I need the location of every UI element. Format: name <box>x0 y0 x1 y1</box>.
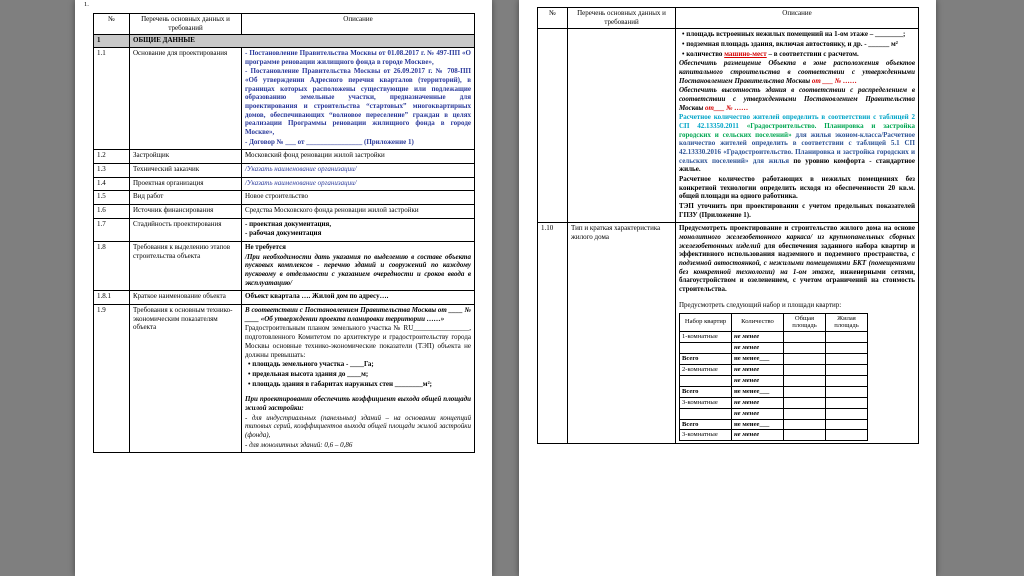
text-segment: • площадь здания в габаритах наружных стен ________м²; <box>248 379 433 388</box>
inner-cell <box>826 375 868 386</box>
inner-header-cell: Жилая площадь <box>826 313 868 332</box>
row-number: 1.9 <box>94 305 130 453</box>
paragraph <box>679 59 915 85</box>
paragraph <box>245 220 471 229</box>
inner-cell: не менее___ <box>732 419 784 430</box>
inner-cell <box>784 397 826 408</box>
paragraph <box>245 49 471 66</box>
inner-cell: не менее___ <box>732 386 784 397</box>
page-2-table-mount <box>519 7 936 444</box>
text-segment: инженерными сетями, благоустройством и озеленением, с учетом ограничений на стоимость строительства. <box>679 267 916 294</box>
row-number: 1.3 <box>94 164 130 178</box>
paragraph <box>679 113 915 174</box>
paragraph <box>245 179 471 188</box>
row-description <box>242 150 475 164</box>
inner-cell: Всего <box>680 386 732 397</box>
inner-row <box>680 408 868 419</box>
text-segment: Предусмотреть проектирование и строительство жилого дома на основе <box>679 224 915 233</box>
row-title: Краткое наименование объекта <box>130 291 242 305</box>
row-description <box>242 177 475 191</box>
paragraph <box>245 151 471 160</box>
row-description <box>242 205 475 219</box>
text-segment: от___ № …… <box>705 103 749 112</box>
row-description <box>242 305 475 453</box>
row-description <box>676 223 919 444</box>
page-1[interactable] <box>75 0 492 576</box>
paragraph <box>245 292 471 301</box>
inner-cell: 3-комнатные <box>680 397 732 408</box>
row-title: Застройщик <box>130 150 242 164</box>
row-title: Вид работ <box>130 191 242 205</box>
paragraph <box>245 243 471 252</box>
text-segment: Обеспечить размещение Объекта в зоне расположения объектов капитального строительства в соответствии с утвержденными Постановлением Правительства Москвы <box>679 59 915 85</box>
paragraph <box>679 224 915 293</box>
inner-row <box>680 386 868 397</box>
section-title: ОБЩИЕ ДАННЫЕ <box>130 35 475 48</box>
paragraph <box>245 229 471 238</box>
inner-cell <box>784 386 826 397</box>
inner-row <box>680 397 868 408</box>
inner-cell: не менее <box>732 332 784 343</box>
text-segment: - Постановление Правительства Москвы от 01.08.2017 г. № 497-ПП «О программе реновации жилищного фонда в городе Москве», <box>245 49 471 66</box>
text-segment: Предусмотреть следующий набор и площади квартир: <box>679 300 842 309</box>
inner-cell <box>784 375 826 386</box>
paragraph <box>245 306 471 323</box>
header-cell: Перечень основных данных и требований <box>568 8 676 29</box>
inner-cell <box>826 419 868 430</box>
text-segment: При проектировании обеспечить коэффициент выхода общей площади жилой застройки: <box>245 395 471 412</box>
inner-cell: не менее <box>732 430 784 441</box>
row-description <box>242 164 475 178</box>
paragraph <box>245 67 471 136</box>
row-description <box>242 218 475 241</box>
paragraph <box>245 395 471 412</box>
table-row <box>94 35 475 48</box>
paragraph <box>245 165 471 174</box>
inner-header-row <box>680 313 868 332</box>
paragraph <box>245 206 471 215</box>
inner-cell: 1-комнатные <box>680 332 732 343</box>
table-header-row <box>94 14 475 35</box>
paragraph <box>679 202 915 219</box>
text-segment: по уровню комфорта - стандартное жилье. <box>679 156 915 174</box>
text-segment: от ___ № …… <box>811 76 858 85</box>
header-cell: Описание <box>676 8 919 29</box>
inner-header-cell: Количество <box>732 313 784 332</box>
text-segment: Объект квартала …. Жилой дом по адресу…. <box>245 292 389 301</box>
page-2[interactable] <box>519 0 936 576</box>
inner-cell <box>826 386 868 397</box>
table-row <box>94 191 475 205</box>
inner-cell: не менее <box>732 343 784 354</box>
table-row <box>94 48 475 150</box>
inner-cell <box>784 408 826 419</box>
row-title: Требования к основным технико-экономическим показателям объекта <box>130 305 242 453</box>
text-segment: монолитного железобетонного каркаса/ из крупнопанельных сборных железобетонных изделий <box>679 233 915 250</box>
inner-cell <box>826 332 868 343</box>
table-row <box>94 205 475 219</box>
paragraph <box>245 192 471 201</box>
row-title: Тип и краткая характеристика жилого дома <box>568 223 676 444</box>
inner-row <box>680 332 868 343</box>
apartment-set-table <box>679 313 868 442</box>
inner-cell: Всего <box>680 419 732 430</box>
text-segment: Расчетное количество работающих в нежилых помещениях без конкретной технологии определить исходя из обеспеченности 20 кв.м. общей площади на одного работника. <box>679 175 915 201</box>
inner-cell <box>784 332 826 343</box>
inner-cell <box>680 343 732 354</box>
text-segment: Новое строительство <box>245 192 309 201</box>
inner-cell: не менее <box>732 365 784 376</box>
inner-row <box>680 365 868 376</box>
text-segment: /При необходимости дать указания по выделению в составе объекта пусковых комплексов - перечню зданий и сооружений по каждому пусковому в отдельности с указанием очередности и сроков ввода в эксплуатацию/ <box>245 252 471 287</box>
row-title: Стадийность проектирования <box>130 218 242 241</box>
row-number: 1.7 <box>94 218 130 241</box>
text-segment: Расчетное количество жителей определить в соответствии с таблицей 2 СП 42.13350.2011 <box>679 113 915 131</box>
row-title: Проектная организация <box>130 177 242 191</box>
header-cell: Перечень основных данных и требований <box>130 14 242 35</box>
row-number: 1.4 <box>94 177 130 191</box>
paragraph <box>245 441 471 450</box>
table-row <box>94 242 475 291</box>
inner-cell <box>826 397 868 408</box>
text-segment: • предельная высота здания до ____м; <box>248 369 369 378</box>
text-segment: • площадь встроенных нежилых помещений на 1-ом этаже – ________; <box>682 30 906 39</box>
row-title: Требования к выделению этапов строительства объекта <box>130 242 242 291</box>
inner-row <box>680 419 868 430</box>
inner-cell <box>826 365 868 376</box>
row-number: 1 <box>94 35 130 48</box>
text-segment: В соответствии с Постановлением Правительства Москвы от ____ № ____ «Об утверждении проекта планировки территории ……» <box>245 306 471 323</box>
inner-cell <box>826 430 868 441</box>
row-title <box>568 29 676 223</box>
paragraph <box>679 50 915 59</box>
row-number: 1.8.1 <box>94 291 130 305</box>
text-segment: Средства Московского фонда реновации жилой застройки <box>245 206 419 215</box>
text-segment: - для индустриальных (панельных) зданий – на основании концепций типовых серий, коэффициентов выхода общей площади жилой застройки (фонда), <box>245 413 471 439</box>
inner-cell <box>784 419 826 430</box>
table-row <box>94 177 475 191</box>
text-segment: /Указать наименование организации/ <box>245 178 357 187</box>
row-number: 1.5 <box>94 191 130 205</box>
inner-row <box>680 343 868 354</box>
paragraph <box>679 30 915 39</box>
row-description <box>676 29 919 223</box>
row-description <box>242 48 475 150</box>
page-number-label: 1. <box>84 1 89 8</box>
paragraph <box>679 86 915 112</box>
inner-cell: 3-комнатные <box>680 430 732 441</box>
paragraph <box>245 360 471 369</box>
text-segment: Обеспечить высотность здания в соответствии с распределением в соответствии с утвержденными Постановлением Правительства Москвы <box>679 86 915 112</box>
header-cell: № <box>538 8 568 29</box>
inner-cell: не менее <box>732 397 784 408</box>
requirements-table <box>93 13 475 453</box>
text-segment: - Постановление Правительства Москвы от 26.09.2017 г. № 708-ПП «Об утверждении Адресного перечня кварталов (территорий), в границах которых расположены существующие или подлежащие образованию земельные участки, предназначенные для проектирования и строительства “стартовых” многоквартирных домов, обеспечивающих “волновое переселение” граждан в целях реализации Программы реновации жилищного фонда в городе Москве», <box>245 67 471 137</box>
text-segment: ТЭП уточнить при проектировании с учетом предельных показателей ГПЗУ (Приложение 1). <box>679 202 915 219</box>
table-row <box>538 29 919 223</box>
table-row <box>94 305 475 453</box>
text-segment: - для монолитных зданий: 0,6 – 0,86 <box>245 440 353 449</box>
inner-cell <box>680 375 732 386</box>
row-number: 1.10 <box>538 223 568 444</box>
row-number: 1.8 <box>94 242 130 291</box>
inner-header-cell: Общая площадь <box>784 313 826 332</box>
paragraph <box>245 138 471 147</box>
inner-cell <box>680 408 732 419</box>
text-segment: • подземная площадь здания, включая автостоянку, и др. - ______ м² <box>682 40 898 49</box>
text-segment: машино-мест <box>724 49 767 58</box>
inner-cell <box>784 343 826 354</box>
inner-cell <box>826 408 868 419</box>
table-row <box>94 218 475 241</box>
inner-cell <box>784 354 826 365</box>
inner-cell: не менее___ <box>732 354 784 365</box>
text-segment: • количество <box>682 49 725 58</box>
text-segment: – в соответствии с расчетом. <box>766 49 859 58</box>
inner-cell <box>784 365 826 376</box>
row-title: Источник финансирования <box>130 205 242 219</box>
inner-cell: Всего <box>680 354 732 365</box>
paragraph <box>245 414 471 440</box>
row-number: 1.2 <box>94 150 130 164</box>
inner-cell: не менее <box>732 375 784 386</box>
header-cell: Описание <box>242 14 475 35</box>
text-segment: для жилья эконом-класса/Расчетное количество жителей определить в соответствии с таблицей 5.1 СП 42.13330.2016 «Градостроительство. Планировка и застройка городских и сельских поселений» для жилья <box>679 130 915 165</box>
table-row <box>94 150 475 164</box>
row-description <box>242 242 475 291</box>
paragraph <box>679 175 915 201</box>
header-cell: № <box>94 14 130 35</box>
text-segment: с подземной автостоянкой, с нежилыми помещениями БКТ (помещениями без конкретной технологии) на 1-ом этаже, <box>679 250 915 276</box>
text-segment: (Приложение 1) <box>363 137 414 146</box>
text-segment: - рабочая документация <box>245 229 322 238</box>
inner-cell: не менее <box>732 408 784 419</box>
paragraph <box>679 40 915 49</box>
row-number <box>538 29 568 223</box>
inner-row <box>680 354 868 365</box>
row-number: 1.6 <box>94 205 130 219</box>
paragraph <box>245 253 471 288</box>
page-1-table-mount <box>75 13 492 453</box>
paragraph <box>679 301 915 310</box>
inner-header-cell: Набор квартир <box>680 313 732 332</box>
requirements-table <box>537 7 919 444</box>
row-title: Основание для проектирования <box>130 48 242 150</box>
inner-cell <box>826 343 868 354</box>
paragraph <box>245 380 471 389</box>
inner-row <box>680 430 868 441</box>
text-segment: «Градостроительство. Планировка и застройка городских и сельских поселений» <box>679 122 915 139</box>
text-segment: - проектная документация, <box>245 219 332 228</box>
text-segment: • площадь земельного участка - ____Га; <box>248 360 374 369</box>
row-title: Технический заказчик <box>130 164 242 178</box>
text-segment: - Договор № ___ от ________________ <box>245 137 364 146</box>
row-description <box>242 291 475 305</box>
inner-cell <box>826 354 868 365</box>
paragraph <box>245 370 471 379</box>
text-segment: Градостроительным планом земельного участка № RU________________, подготовленного Комитетом по архитектуре и градостроительству города Москвы основные технико-экономические показатели (ТЭП) объекта не должны превышать: <box>245 324 471 359</box>
table-row <box>538 223 919 444</box>
table-row <box>94 164 475 178</box>
text-segment: Не требуется <box>245 243 286 252</box>
inner-cell: 2-комнатные <box>680 365 732 376</box>
text-segment: для обеспечения заданного набора квартир и эффективного использования надземного и подземного пространства, <box>679 241 916 259</box>
paragraph <box>245 324 471 359</box>
row-description <box>242 191 475 205</box>
inner-cell <box>784 430 826 441</box>
text-segment: Московский фонд реновации жилой застройки <box>245 151 385 160</box>
table-row <box>94 291 475 305</box>
row-number: 1.1 <box>94 48 130 150</box>
inner-row <box>680 375 868 386</box>
text-segment: /Указать наименование организации/ <box>245 165 357 174</box>
table-header-row <box>538 8 919 29</box>
